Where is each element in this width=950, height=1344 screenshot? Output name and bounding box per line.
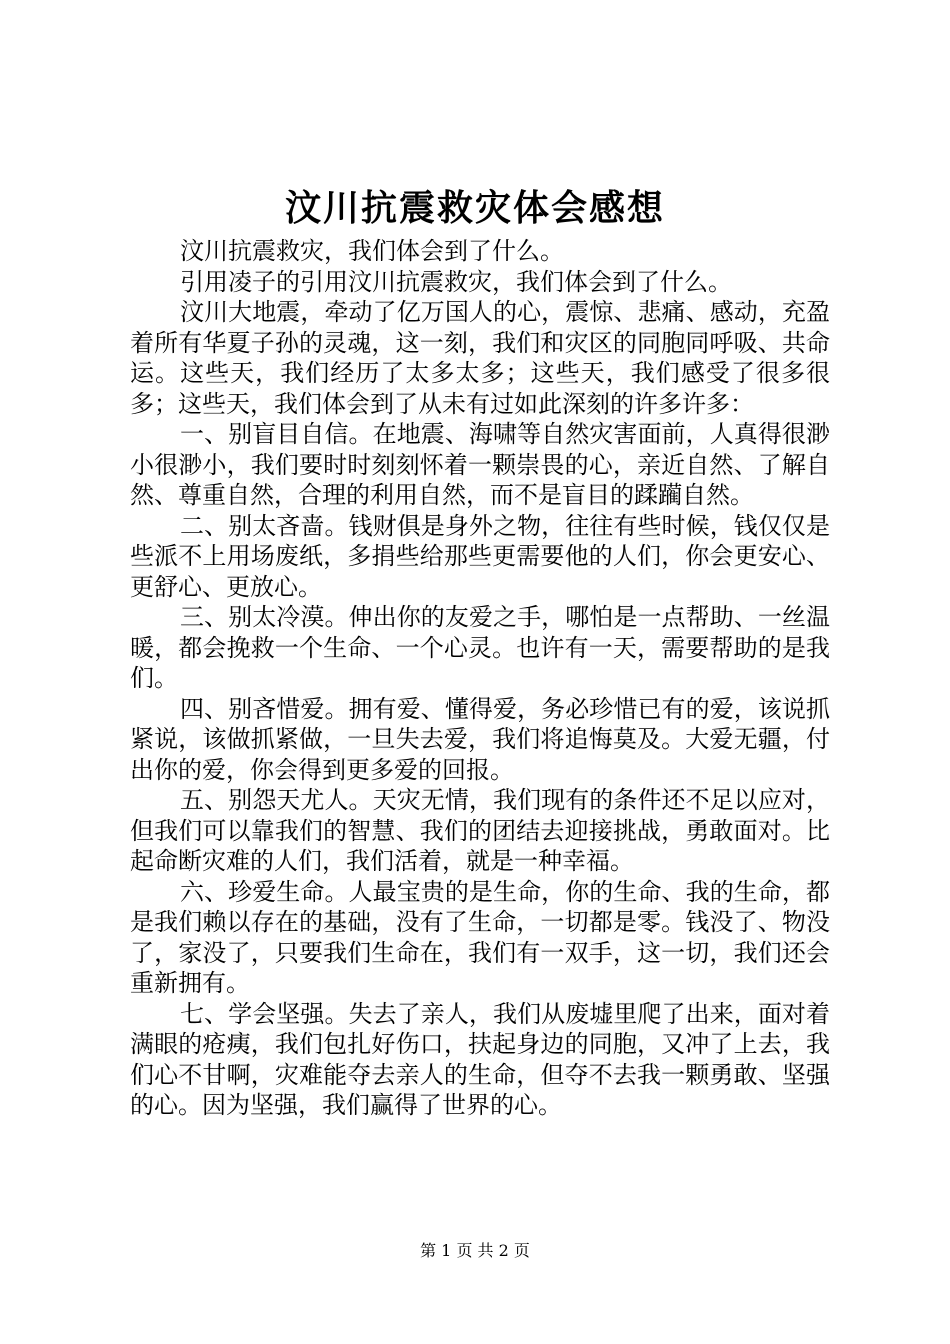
page-footer: 第 1 页 共 2 页 bbox=[420, 1241, 530, 1260]
paragraph-10: 七、学会坚强。失去了亲人，我们从废墟里爬了出来，面对着满眼的疮痍，我们包扎好伤口，扶起身边的同胞，又冲了上去，我们心不甘啊，灾难能夺去亲人的生命，但夺不去我一颗勇敢、坚强的心。因为坚强，我们赢得了世界的心。 bbox=[130, 999, 830, 1119]
paragraph-8: 五、别怨天尤人。天灾无情，我们现有的条件还不足以应对，但我们可以靠我们的智慧、我们的团结去迎接挑战，勇敢面对。比起命断灾难的人们，我们活着，就是一种幸福。 bbox=[130, 786, 830, 875]
paragraph-3: 汶川大地震，牵动了亿万国人的心，震惊、悲痛、感动，充盈着所有华夏子孙的灵魂，这一刻，我们和灾区的同胞同呼吸、共命运。这些天，我们经历了太多太多；这些天，我们感受了很多很多；这些天，我们体会到了从未有过如此深刻的许多许多： bbox=[130, 298, 830, 418]
paragraph-9: 六、珍爱生命。人最宝贵的是生命，你的生命、我的生命，都是我们赖以存在的基础，没有了生命，一切都是零。钱没了、物没了，家没了，只要我们生命在，我们有一双手，这一切，我们还会重新拥有。 bbox=[130, 877, 830, 997]
paragraph-7: 四、别吝惜爱。拥有爱、懂得爱，务必珍惜已有的爱，该说抓紧说，该做抓紧做，一旦失去爱，我们将追悔莫及。大爱无疆，付出你的爱，你会得到更多爱的回报。 bbox=[130, 694, 830, 784]
paragraph-4: 一、别盲目自信。在地震、海啸等自然灾害面前，人真得很渺小很渺小，我们要时时刻刻怀着一颗崇畏的心，亲近自然、了解自然、尊重自然，合理的利用自然，而不是盲目的蹂躏自然。 bbox=[130, 420, 830, 509]
document-title: 汶川抗震救灾体会感想 bbox=[284, 187, 665, 229]
document-body bbox=[130, 236, 830, 1121]
paragraph-1: 汶川抗震救灾，我们体会到了什么。 bbox=[180, 237, 564, 265]
paragraph-2: 引用凌子的引用汶川抗震救灾，我们体会到了什么。 bbox=[180, 267, 732, 296]
paragraph-6: 三、别太冷漠。伸出你的友爱之手，哪怕是一点帮助、一丝温暖，都会挽救一个生命、一个心灵。也许有一天，需要帮助的是我们。 bbox=[130, 603, 830, 692]
paragraph-5: 二、别太吝啬。钱财俱是身外之物，往往有些时候，钱仅仅是些派不上用场废纸，多捐些给那些更需要他的人们，你会更安心、更舒心、更放心。 bbox=[130, 511, 830, 601]
